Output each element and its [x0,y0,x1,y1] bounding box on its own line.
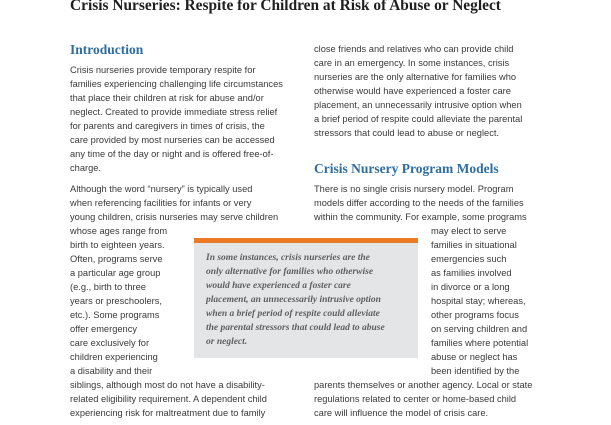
text-line: in divorce or a long [431,282,510,292]
text-line: (e.g., birth to three [70,282,146,292]
text-line: for parents and caregivers in times of crisis, the [70,121,265,131]
text-line: siblings, although most do not have a disability- [70,380,265,390]
text-line: etc.). Some programs [70,310,160,320]
text-line: may elect to serve [431,226,507,236]
text-line: care provided by most nurseries can be accessed [70,135,275,145]
document-title: Crisis Nurseries: Respite for Children at Risk of Abuse or Neglect [70,0,501,14]
text-line: within the community. For example, some programs [314,212,527,222]
text-line: other programs focus [431,310,519,320]
text-line: Although the word “nursery” is typically used [70,184,253,194]
text-line: children experiencing [70,352,158,362]
text-line: placement, an unnecessarily intrusive option when [314,100,522,110]
text-line: when referencing facilities for infants or very [70,198,252,208]
text-line: whose ages range from [70,226,168,236]
text-line: families where potential [431,338,529,348]
callout-line: only alternative for families who otherwise [206,267,374,277]
callout-line: would have experienced a foster care [206,281,351,291]
text-line: Often, programs serve [70,254,163,264]
text-line: abuse or neglect has [431,352,518,362]
text-line: been identified by the [431,366,520,376]
text-line: families in situational [431,240,517,250]
text-line: regulations related to center or home-based child [314,394,517,404]
program-models-heading: Crisis Nursery Program Models [314,161,499,176]
callout-line: placement, an unnecessarily intrusive option [206,295,381,305]
text-line: young children, crisis nurseries may serve children [70,212,279,222]
text-line: otherwise would have experienced a foster care [314,86,511,96]
text-line: a particular age group [70,268,161,278]
text-line: care will influence the model of crisis care. [314,408,489,418]
text-line: years or preschoolers, [70,296,162,306]
callout-line: when a brief period of respite could alleviate [206,309,380,319]
text-line: neglect. Created to provide immediate stress relief [70,107,278,117]
text-line: close friends and relatives who can provide child [314,44,514,54]
text-line: stressors that could lead to abuse or neglect. [314,128,500,138]
introduction-heading: Introduction [70,42,144,57]
text-line: families experiencing challenging life circumstances [70,79,283,89]
text-line: There is no single crisis nursery model. Program [314,184,514,194]
text-line: that place their children at risk for abuse and/or [70,93,264,103]
text-line: models differ according to the needs of the families [314,198,524,208]
text-line: parents themselves or another agency. Local or state [314,380,533,390]
text-line: charge. [70,163,102,173]
text-line: as families involved [431,268,512,278]
text-line: emergencies such [431,254,507,264]
text-line: related eligibility requirement. A dependent child [70,394,267,404]
text-line: hospital stay; whereas, [431,296,526,306]
text-line: Crisis nurseries provide temporary respite for [70,65,256,75]
text-line: care exclusively for [70,338,150,348]
text-line: a brief period of respite could alleviate the parental [314,114,523,124]
text-line: any time of the day or night and is offered free-of- [70,149,274,159]
callout-line: In some instances, crisis nurseries are the [206,253,370,263]
text-line: birth to eighteen years. [70,240,165,250]
text-line: nurseries are the only alternative for families who [314,72,517,82]
text-line: offer emergency [70,324,138,334]
text-line: a disability and their [70,366,153,376]
text-line: care in an emergency. In some instances, crisis [314,58,510,68]
text-line: experiencing risk for maltreatment due to family [70,408,266,418]
callout-line: or neglect. [206,337,248,347]
callout-line: the parental stressors that could lead to abuse [206,323,385,333]
text-line: on serving children and [431,324,528,334]
